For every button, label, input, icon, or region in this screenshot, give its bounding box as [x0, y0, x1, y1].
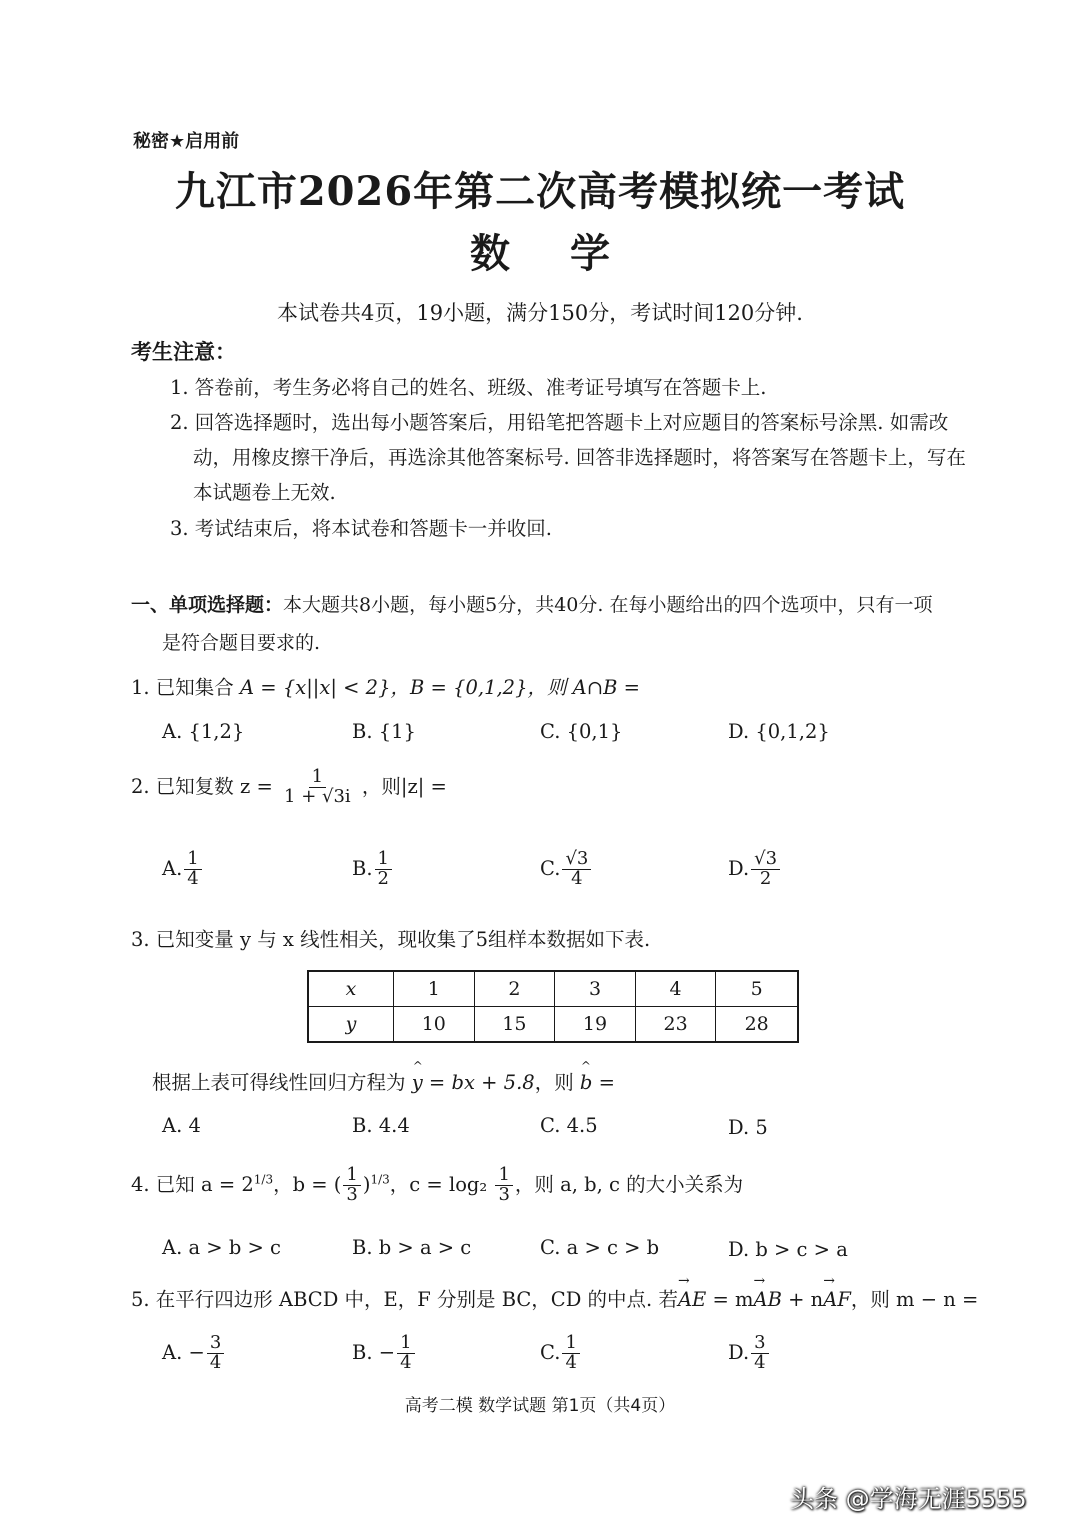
q3-option-a: A. 4 — [162, 1114, 201, 1137]
q5-d-den: 4 — [754, 1351, 766, 1373]
q2-option-a — [162, 850, 204, 889]
q2-option-b-label: B. — [352, 856, 373, 880]
q4-text-d: ，c = log₂ — [389, 1172, 494, 1196]
q5-option-c — [540, 1334, 582, 1373]
notice-item-2-cont: 动，用橡皮擦干净后，再选涂其他答案标号. 回答非选择题时，将答案写在答题卡上，写在 — [193, 446, 966, 469]
page-footer: 高考二模 数学试题 第1页（共4页） — [404, 1396, 676, 1416]
q2-c-den: 4 — [571, 867, 583, 889]
table-row-x — [308, 971, 798, 1007]
q2-num: 1 — [309, 768, 326, 788]
q5-vec-af: → AF — [823, 1288, 851, 1311]
table-cell: 3 — [555, 971, 636, 1007]
table-row-y — [308, 1007, 798, 1043]
q5-option-a — [162, 1334, 226, 1373]
q2-a-den: 4 — [187, 867, 199, 889]
notice-item-1: 1. 答卷前，考生务必将自己的姓名、班级、准考证号填写在答题卡上. — [170, 376, 767, 399]
q2-c-num: √3 — [562, 850, 591, 870]
q4-option-a: A. a > b > c — [162, 1236, 281, 1259]
q5-d-num: 3 — [751, 1334, 768, 1354]
q2-option-c-label: C. — [540, 856, 561, 880]
q2-a-num: 1 — [184, 850, 201, 870]
question-4 — [131, 1166, 743, 1205]
q5-a-num: 3 — [207, 1334, 224, 1354]
q3-followup — [152, 1067, 615, 1095]
q2-option-d-label: D. — [728, 856, 750, 880]
q1-prefix: 1. 已知集合 — [131, 676, 241, 699]
q5-text-b: = m — [706, 1288, 754, 1311]
q4-text-a: 4. 已知 a = 2 — [131, 1172, 254, 1196]
q4-option-b: B. b > a > c — [352, 1236, 472, 1259]
table-cell: 4 — [635, 971, 716, 1007]
table-cell: 10 — [394, 1007, 475, 1043]
q2-b-num: 1 — [375, 850, 392, 870]
q4-option-d: D. b > c > a — [728, 1238, 848, 1261]
exam-title: 九江市2026年第二次高考模拟统一考试 — [174, 168, 906, 215]
q5-option-c-label: C. — [540, 1340, 561, 1364]
q5-option-b-label: B. − — [352, 1340, 396, 1364]
q5-option-d — [728, 1334, 771, 1373]
q3-option-c: C. 4.5 — [540, 1114, 598, 1137]
q3-option-b: B. 4.4 — [352, 1114, 410, 1137]
q5-option-a-label: A. − — [162, 1340, 205, 1364]
q5-option-b — [352, 1334, 417, 1373]
q1-stem: A = {x||x| < 2}，B = {0,1,2}，则 A∩B = — [240, 676, 640, 699]
q2-suffix: ，则|z| = — [361, 774, 447, 798]
section-1-label: 一、单项选择题： — [131, 594, 284, 616]
q2-prefix: 2. 已知复数 z = — [131, 774, 273, 798]
q4-text-b: ，b = ( — [273, 1172, 342, 1196]
q5-c-den: 4 — [565, 1351, 577, 1373]
q5-text-c: + n — [781, 1288, 824, 1311]
section-1-desc: 本大题共8小题，每小题5分，共40分. 在每小题给出的四个选项中，只有一项 — [283, 594, 933, 616]
q4-c-den: 3 — [498, 1183, 510, 1205]
section-1-desc-cont: 是符合题目要求的. — [162, 632, 321, 654]
q4-c-num: 1 — [495, 1166, 512, 1186]
q5-a-den: 4 — [209, 1351, 222, 1373]
q2-option-b — [352, 850, 394, 889]
q2-fraction — [281, 768, 354, 807]
exam-subject: 数学 — [470, 230, 670, 277]
q2-option-c — [540, 850, 593, 889]
notice-item-2: 2. 回答选择题时，选出每小题答案后，用铅笔把答题卡上对应题目的答案标号涂黑. 如需改 — [170, 411, 949, 434]
q3-follow-a: 根据上表可得线性回归方程为 — [152, 1071, 412, 1094]
watermark: 头条 @学海无涯5555 — [790, 1485, 1027, 1513]
confidential-label: 秘密★启用前 — [133, 131, 240, 152]
table-y-label: y — [308, 1007, 394, 1043]
q2-option-a-label: A. — [162, 856, 183, 880]
q3-equation: ^ y = bx + 5.8 — [412, 1071, 535, 1094]
q4-text-e: ，则 a, b, c 的大小关系为 — [514, 1172, 744, 1196]
table-cell: 1 — [394, 971, 475, 1007]
q3-b-var: ^ b — [580, 1071, 592, 1094]
table-cell: 5 — [716, 971, 798, 1007]
q4-text-c: ) — [362, 1172, 371, 1196]
q2-d-den: 2 — [759, 867, 772, 889]
q5-vec-ab: → AB — [754, 1288, 782, 1311]
section-1-header — [131, 590, 932, 617]
question-2 — [131, 768, 447, 807]
q5-c-num: 1 — [562, 1334, 579, 1354]
data-table — [307, 970, 799, 1043]
q5-option-d-label: D. — [728, 1340, 750, 1364]
table-cell: 15 — [474, 1007, 555, 1043]
q1-option-d: D. {0,1,2} — [728, 720, 830, 743]
notice-item-2-end: 本试题卷上无效. — [193, 481, 336, 504]
q1-option-a: A. {1,2} — [162, 720, 245, 743]
q4-b-den: 3 — [346, 1183, 358, 1205]
q5-vec-ae: → AE — [678, 1288, 706, 1311]
q2-b-den: 2 — [377, 867, 389, 889]
question-3: 3. 已知变量 y 与 x 线性相关，现收集了5组样本数据如下表. — [131, 928, 651, 951]
q3-follow-c: = — [592, 1071, 615, 1094]
q1-option-c: C. {0,1} — [540, 720, 623, 743]
exam-info: 本试卷共4页，19小题，满分150分，考试时间120分钟. — [277, 301, 803, 325]
q5-b-num: 1 — [397, 1334, 414, 1354]
q5-b-den: 4 — [400, 1351, 412, 1373]
q5-text-d: ，则 m − n = — [850, 1288, 979, 1311]
q1-option-b: B. {1} — [352, 720, 416, 743]
table-cell: 23 — [635, 1007, 716, 1043]
table-x-label: x — [308, 971, 394, 1007]
question-1 — [131, 672, 640, 700]
q2-den: 1 + √3i — [284, 785, 351, 807]
question-5 — [131, 1284, 978, 1312]
q3-option-d: D. 5 — [728, 1116, 768, 1139]
notice-heading: 考生注意： — [131, 340, 236, 364]
q4-exp2: 1/3 — [370, 1172, 390, 1187]
q3-follow-b: ，则 — [534, 1071, 580, 1094]
q2-option-d — [728, 850, 782, 889]
q5-text-a: 5. 在平行四边形 ABCD 中，E，F 分别是 BC，CD 的中点. 若 — [131, 1288, 678, 1311]
q4-exp1: 1/3 — [253, 1172, 274, 1187]
notice-item-3: 3. 考试结束后，将本试卷和答题卡一并收回. — [170, 517, 553, 540]
q4-b-num: 1 — [343, 1166, 360, 1186]
table-cell: 19 — [555, 1007, 636, 1043]
q4-option-c: C. a > c > b — [540, 1236, 660, 1259]
table-cell: 2 — [474, 971, 555, 1007]
q2-d-num: √3 — [751, 850, 780, 870]
table-cell: 28 — [716, 1007, 798, 1043]
